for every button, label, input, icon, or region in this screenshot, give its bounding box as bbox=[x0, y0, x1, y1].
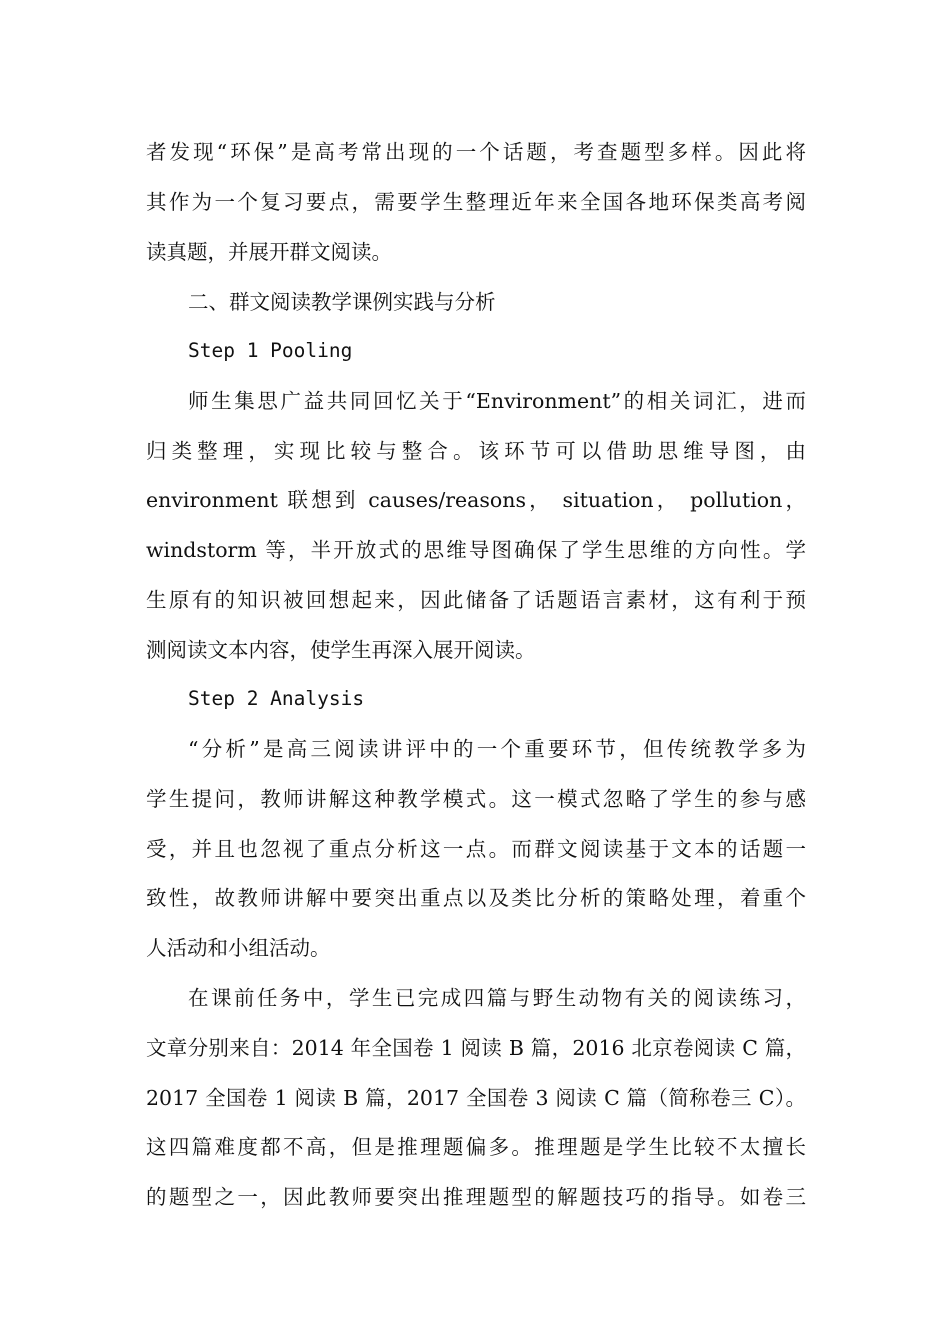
paragraph-line: “分析”是高三阅读讲评中的一个重要环节，但传统教学多为 bbox=[188, 737, 806, 761]
step-heading: Step 2 Analysis bbox=[188, 687, 365, 710]
paragraph-line: environment 联想到 causes/reasons， situation， pollution， bbox=[146, 488, 806, 512]
paragraph-line: 的题型之一，因此教师要突出推理题型的解题技巧的指导。如卷三 bbox=[146, 1185, 806, 1209]
paragraph-line: 读真题，并展开群文阅读。 bbox=[146, 240, 392, 264]
section-heading: 二、群文阅读教学课例实践与分析 bbox=[188, 290, 496, 314]
paragraph-line: 这四篇难度都不高，但是推理题偏多。推理题是学生比较不太擅长 bbox=[146, 1135, 806, 1159]
paragraph-line: 其作为一个复习要点，需要学生整理近年来全国各地环保类高考阅 bbox=[146, 190, 806, 214]
paragraph-line: 学生提问，教师讲解这种教学模式。这一模式忽略了学生的参与感 bbox=[146, 787, 806, 811]
paragraph-line: 师生集思广益共同回忆关于“Environment”的相关词汇，进而 bbox=[188, 389, 806, 413]
step-heading: Step 1 Pooling bbox=[188, 339, 353, 362]
paragraph-line: 在课前任务中，学生已完成四篇与野生动物有关的阅读练习， bbox=[188, 986, 806, 1010]
paragraph-line: 致性，故教师讲解中要突出重点以及类比分析的策略处理，着重个 bbox=[146, 886, 806, 910]
paragraph-line: 人活动和小组活动。 bbox=[146, 936, 331, 960]
paragraph-line: 测阅读文本内容，使学生再深入展开阅读。 bbox=[146, 638, 536, 662]
paragraph-line: 生原有的知识被回想起来，因此储备了话题语言素材，这有利于预 bbox=[146, 588, 806, 612]
paragraph-line: 2017 全国卷 1 阅读 B 篇，2017 全国卷 3 阅读 C 篇（简称卷三 C）。 bbox=[146, 1086, 806, 1110]
paragraph-line: 归类整理，实现比较与整合。该环节可以借助思维导图，由 bbox=[146, 439, 806, 463]
paragraph-line: 者发现“环保”是高考常出现的一个话题，考查题型多样。因此将 bbox=[146, 140, 806, 164]
paragraph-line: windstorm 等，半开放式的思维导图确保了学生思维的方向性。学 bbox=[146, 538, 806, 562]
paragraph-line: 文章分别来自：2014 年全国卷 1 阅读 B 篇，2016 北京卷阅读 C 篇， bbox=[146, 1036, 806, 1060]
paragraph-line: 受，并且也忽视了重点分析这一点。而群文阅读基于文本的话题一 bbox=[146, 837, 806, 861]
